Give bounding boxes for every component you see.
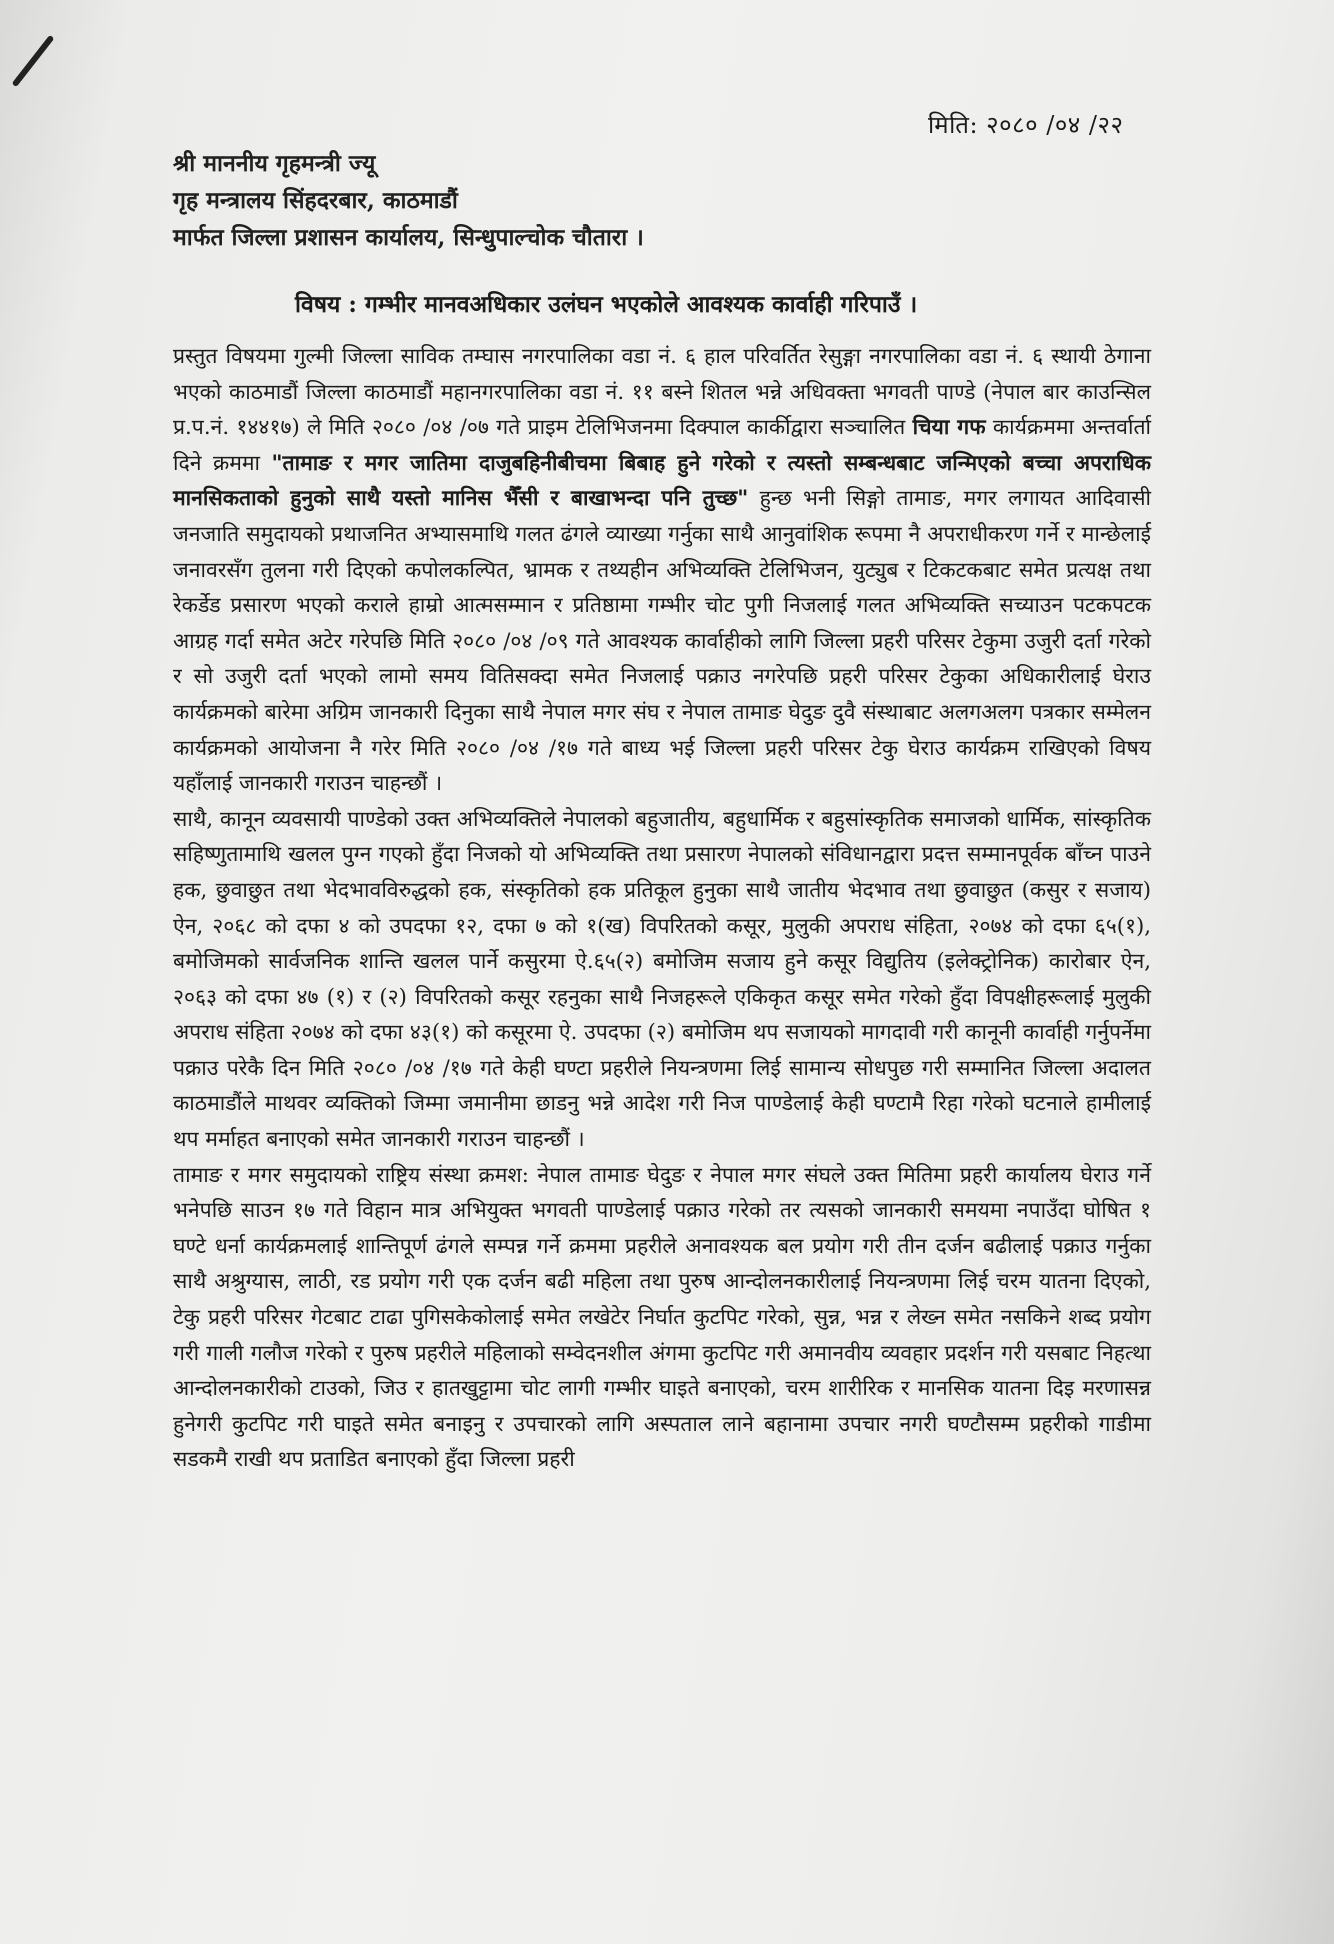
- body-paragraph-3: तामाङ र मगर समुदायको राष्ट्रिय संस्था क्रमश: नेपाल तामाङ घेदुङ र नेपाल मगर संघले उक्त मितिमा प्रहरी कार्यालय घेराउ गर्ने भनेपछि साउन १७ गते विहान मात्र अभियुक्त भगवती पाण्डेलाई पक्राउ गरेको तर त्यसको जानकारी समयमा नपाउँदा घोषित १ घण्टे धर्ना कार्यक्रमलाई शान्तिपूर्ण ढंगले सम्पन्न गर्ने क्रममा प्रहरीले अनावश्यक बल प्रयोग गरी तीन दर्जन बढीलाई पक्राउ गर्नुका साथै अश्रुग्यास, लाठी, रड प्रयोग गरी एक दर्जन बढी महिला तथा पुरुष आन्दोलनकारीलाई नियन्त्रणमा लिई चरम यातना दिएको, टेकु प्रहरी परिसर गेटबाट टाढा पुगिसकेकोलाई समेत लखेटेर निर्घात कुटपिट गरेको, सुन्न, भन्न र लेख्न समेत नसकिने शब्द प्रयोग गरी गाली गलौज गरेको र पुरुष प्रहरीले महिलाको सम्वेदनशील अंगमा कुटपिट गरी अमानवीय व्यवहार प्रदर्शन गरी यसबाट निहत्था आन्दोलनकारीको टाउको, जिउ र हातखुट्टामा चोट लागी गम्भीर घाइते बनाएको, चरम शारीरिक र मानसिक यातना दिइ मरणासन्न हुनेगरी कुटपिट गरी घाइते समेत बनाइनु र उपचारको लागि अस्पताल लाने बहानामा उपचार नगरी घण्टौसम्म प्रहरीको गाडीमा सडकमै राखी थप प्रताडित बनाएको हुँदा जिल्ला प्रहरी: [173, 1161, 1151, 1472]
- letter-subject: विषय : गम्भीर मानवअधिकार उलंघन भएकोले आवश्यक कार्वाही गरिपाउँ ।: [295, 291, 918, 318]
- pen-stroke-mark: [12, 35, 55, 88]
- letter-date: मिति: २०८० /०४ /२२: [928, 111, 1124, 139]
- recipient-address: [173, 145, 644, 256]
- program-name: चिया गफ: [912, 414, 986, 440]
- paragraph-1-text-a: प्रस्तुत विषयमा गुल्मी जिल्ला साविक तम्घास नगरपालिका वडा नं. ६ हाल परिवर्तित रेसुङ्गा नगरपालिका वडा नं. ६ स्थायी ठेगाना भएको काठमाडौं जिल्ला काठमाडौं महानगरपालिका वडा नं. ११ बस्ने शितल भन्ने अधिवक्ता भगवती पाण्डे (नेपाल बार काउन्सिल प्र.प.नं. १४४१७) ले मिति २०८० /०४ /०७ गते प्राइम टेलिभिजनमा दिक्पाल कार्कीद्वारा सञ्चालित: [173, 343, 1151, 440]
- paragraph-1-text-c: हुन्छ भनी सिङ्गो तामाङ, मगर लगायत आदिवासी जनजाति समुदायको प्रथाजनित अभ्यासमाथि गलत ढंगले व्याख्या गर्नुका साथै आनुवांशिक रूपमा नै अपराधीकरण गर्ने र मान्छेलाई जनावरसँग तुलना गरी दिएको कपोलकल्पित, भ्रामक र तथ्यहीन अभिव्यक्ति टेलिभिजन, युट्युब र टिकटकबाट समेत प्रत्यक्ष तथा रेकर्डेड प्रसारण भएको कराले हाम्रो आत्मसम्मान र प्रतिष्ठामा गम्भीर चोट पुगी निजलाई गलत अभिव्यक्ति सच्याउन पटकपटक आग्रह गर्दा समेत अटेर गरेपछि मिति २०८० /०४ /०९ गते आवश्यक कार्वाहीको लागि जिल्ला प्रहरी परिसर टेकुमा उजुरी दर्ता गरेको र सो उजुरी दर्ता भएको लामो समय वितिसक्दा समेत निजलाई पक्राउ नगरेपछि प्रहरी परिसर टेकुका अधिकारीलाई घेराउ कार्यक्रमको बारेमा अग्रिम जानकारी दिनुका साथै नेपाल मगर संघ र नेपाल तामाङ घेदुङ दुवै संस्थाबाट अलगअलग पत्रकार सम्मेलन कार्यक्रमको आयोजना नै गरेर मिति २०८० /०४ /१७ गते बाध्य भई जिल्ला प्रहरी परिसर टेकु घेराउ कार्यक्रम राखिएको विषय यहाँलाई जानकारी गराउन चाहन्छौं ।: [173, 485, 1152, 796]
- letter-body: [173, 338, 1151, 1477]
- paragraph-1-text-b: कार्यक्रममा अन्तर्वार्ता दिने क्रममा: [173, 414, 1152, 475]
- body-paragraph-1: [173, 338, 1151, 801]
- address-line-3: मार्फत जिल्ला प्रशासन कार्यालय, सिन्धुपाल्चोक चौतारा ।: [173, 224, 644, 251]
- quoted-statement: "तामाङ र मगर जातिमा दाजुबहिनीबीचमा बिबाह हुने गरेको र त्यस्तो सम्बन्धबाट जन्मिएको बच्चा अपराधिक मानसिकताको हुनुको साथै यस्तो मानिस भैँसी र बाखाभन्दा पनि तुच्छ": [173, 449, 1151, 511]
- address-line-1: श्री माननीय गृहमन्त्री ज्यू: [173, 150, 376, 177]
- body-paragraph-2: साथै, कानून व्यवसायी पाण्डेको उक्त अभिव्यक्तिले नेपालको बहुजातीय, बहुधार्मिक र बहुसांस्कृतिक समाजको धार्मिक, सांस्कृतिक सहिष्णुतामाथि खलल पुग्न गएको हुँदा निजको यो अभिव्यक्ति तथा प्रसारण नेपालको संविधानद्वारा प्रदत्त सम्मानपूर्वक बाँच्न पाउने हक, छुवाछुत तथा भेदभावविरुद्धको हक, संस्कृतिको हक प्रतिकूल हुनुका साथै जातीय भेदभाव तथा छुवाछुत (कसुर र सजाय) ऐन, २०६८ को दफा ४ को उपदफा १२, दफा ७ को १(ख) विपरितको कसूर, मुलुकी अपराध संहिता, २०७४ को दफा ६५(१), बमोजिमको सार्वजनिक शान्ति खलल पार्ने कसुरमा ऐ.६५(२) बमोजिम सजाय हुने कसूर विद्युतिय (इलेक्ट्रोनिक) कारोबार ऐन, २०६३ को दफा ४७ (१) र (२) विपरितको कसूर रहनुका साथै निजहरूले एकिकृत कसूर समेत गरेको हुँदा विपक्षीहरूलाई मुलुकी अपराध संहिता २०७४ को दफा ४३(१) को कसूरमा ऐ. उपदफा (२) बमोजिम थप सजायको मागदावी गरी कानूनी कार्वाही गर्नुपर्नेमा पक्राउ परेकै दिन मिति २०८० /०४ /१७ गते केही घण्टा प्रहरीले नियन्त्रणमा लिई सामान्य सोधपुछ गरी सम्मानित जिल्ला अदालत काठमाडौंले माथवर व्यक्तिको जिम्मा जमानीमा छाडनु भन्ने आदेश गरी निज पाण्डेलाई केही घण्टामै रिहा गरेको घटनाले हामीलाई थप मर्माहत बनाएको समेत जानकारी गराउन चाहन्छौं ।: [173, 805, 1151, 1152]
- address-line-2: गृह मन्त्रालय सिंहदरबार, काठमाडौं: [173, 187, 458, 214]
